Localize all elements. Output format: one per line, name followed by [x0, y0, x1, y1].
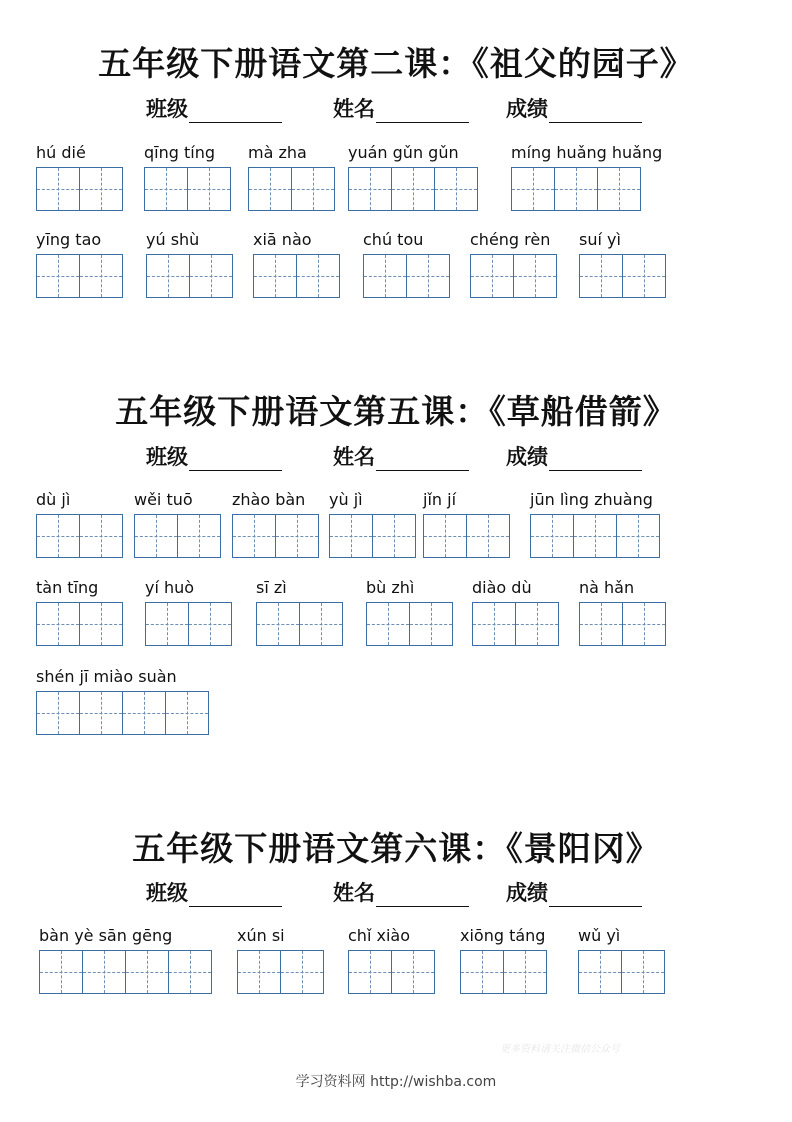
tianzige-box[interactable] — [511, 167, 555, 211]
tianzige-box[interactable] — [125, 950, 169, 994]
info-name-label: 姓名 — [333, 880, 375, 905]
tianzige-box[interactable] — [36, 691, 80, 735]
vocab-item — [253, 230, 340, 298]
tianzige-box[interactable] — [36, 514, 80, 558]
tianzige-box[interactable] — [578, 950, 622, 994]
writing-grid — [578, 950, 665, 994]
info-name-blank[interactable] — [376, 884, 469, 907]
lesson-title: 五年级下册语文第二课：《祖父的园子》 — [98, 44, 694, 83]
pinyin-label: hú dié — [36, 143, 86, 162]
vocab-item — [366, 578, 453, 646]
vocab-item — [348, 926, 435, 994]
tianzige-box[interactable] — [82, 950, 126, 994]
vocab-item — [511, 143, 662, 211]
info-name-label: 姓名 — [333, 96, 375, 121]
vocab-item — [237, 926, 324, 994]
pinyin-label: diào dù — [472, 578, 532, 597]
writing-grid — [511, 167, 662, 211]
vocab-item — [423, 490, 510, 558]
writing-grid — [472, 602, 559, 646]
tianzige-box[interactable] — [530, 514, 574, 558]
writing-grid — [329, 514, 416, 558]
tianzige-box[interactable] — [237, 950, 281, 994]
writing-grid — [36, 254, 123, 298]
tianzige-box[interactable] — [296, 254, 340, 298]
tianzige-box[interactable] — [79, 514, 123, 558]
writing-grid — [366, 602, 453, 646]
pinyin-label: yīng tao — [36, 230, 102, 249]
writing-grid — [146, 254, 233, 298]
tianzige-box[interactable] — [470, 254, 514, 298]
info-score-label: 成绩 — [506, 444, 548, 469]
tianzige-box[interactable] — [168, 950, 212, 994]
writing-grid — [579, 254, 666, 298]
info-score-label: 成绩 — [506, 880, 548, 905]
pinyin-label: zhào bàn — [232, 490, 306, 509]
pinyin-label: qīng tíng — [144, 143, 215, 162]
tianzige-box[interactable] — [79, 167, 123, 211]
tianzige-box[interactable] — [146, 254, 190, 298]
writing-grid — [348, 950, 435, 994]
vocab-item — [329, 490, 416, 558]
writing-grid — [36, 514, 123, 558]
writing-grid — [145, 602, 232, 646]
tianzige-box[interactable] — [466, 514, 510, 558]
tianzige-box[interactable] — [573, 514, 617, 558]
vocab-item — [256, 578, 343, 646]
info-class — [146, 93, 282, 123]
tianzige-box[interactable] — [122, 691, 166, 735]
watermark: 更多资料请关注微信公众号 — [500, 1044, 620, 1055]
vocab-item — [39, 926, 212, 994]
tianzige-box[interactable] — [348, 950, 392, 994]
info-score-label: 成绩 — [506, 96, 548, 121]
tianzige-box[interactable] — [79, 691, 123, 735]
pinyin-label: yú shù — [146, 230, 200, 249]
tianzige-box[interactable] — [472, 602, 516, 646]
student-info-row — [0, 441, 792, 471]
pinyin-label: chǐ xiào — [348, 926, 410, 945]
tianzige-box[interactable] — [406, 254, 450, 298]
info-class-blank[interactable] — [189, 100, 282, 123]
tianzige-box[interactable] — [434, 167, 478, 211]
tianzige-box[interactable] — [232, 514, 276, 558]
tianzige-box[interactable] — [299, 602, 343, 646]
info-class-blank[interactable] — [189, 884, 282, 907]
writing-grid — [144, 167, 231, 211]
tianzige-box[interactable] — [253, 254, 297, 298]
pinyin-label: bù zhì — [366, 578, 415, 597]
writing-grid — [423, 514, 510, 558]
pinyin-label: shén jī miào suàn — [36, 667, 177, 686]
tianzige-box[interactable] — [391, 950, 435, 994]
info-name-blank[interactable] — [376, 448, 469, 471]
student-info-row — [0, 877, 792, 907]
tianzige-box[interactable] — [621, 950, 665, 994]
pinyin-label: mà zha — [248, 143, 307, 162]
tianzige-box[interactable] — [329, 514, 373, 558]
info-class — [146, 441, 282, 471]
tianzige-box[interactable] — [39, 950, 83, 994]
writing-grid — [348, 167, 478, 211]
tianzige-box[interactable] — [291, 167, 335, 211]
vocab-item — [144, 143, 231, 211]
tianzige-box[interactable] — [134, 514, 178, 558]
tianzige-box[interactable] — [622, 254, 666, 298]
lesson-title: 五年级下册语文第六课：《景阳冈》 — [132, 829, 660, 868]
vocab-item — [579, 578, 666, 646]
tianzige-box[interactable] — [363, 254, 407, 298]
pinyin-label: jūn lìng zhuàng — [530, 490, 653, 509]
pinyin-label: yuán gǔn gǔn — [348, 143, 459, 162]
vocab-item — [36, 490, 123, 558]
vocab-item — [36, 667, 209, 735]
info-name — [333, 93, 469, 123]
pinyin-label: xiā nào — [253, 230, 312, 249]
vocab-item — [579, 230, 666, 298]
writing-grid — [237, 950, 324, 994]
tianzige-box[interactable] — [597, 167, 641, 211]
info-score — [506, 93, 642, 123]
tianzige-box[interactable] — [554, 167, 598, 211]
info-class-label: 班级 — [146, 880, 188, 905]
tianzige-box[interactable] — [579, 602, 623, 646]
vocab-item — [36, 578, 123, 646]
pinyin-label: yí huò — [145, 578, 195, 597]
tianzige-box[interactable] — [616, 514, 660, 558]
tianzige-box[interactable] — [79, 602, 123, 646]
tianzige-box[interactable] — [145, 602, 189, 646]
writing-grid — [253, 254, 340, 298]
tianzige-box[interactable] — [36, 167, 80, 211]
tianzige-box[interactable] — [36, 602, 80, 646]
tianzige-box[interactable] — [188, 602, 232, 646]
tianzige-box[interactable] — [513, 254, 557, 298]
writing-grid — [248, 167, 335, 211]
info-name-blank[interactable] — [376, 100, 469, 123]
tianzige-box[interactable] — [503, 950, 547, 994]
info-name-label: 姓名 — [333, 444, 375, 469]
writing-grid — [530, 514, 660, 558]
tianzige-box[interactable] — [189, 254, 233, 298]
vocab-item — [578, 926, 665, 994]
vocab-item — [146, 230, 233, 298]
writing-grid — [36, 691, 209, 735]
writing-grid — [363, 254, 450, 298]
writing-grid — [460, 950, 547, 994]
vocab-item — [248, 143, 335, 211]
lesson-title: 五年级下册语文第五课：《草船借箭》 — [115, 392, 677, 431]
pinyin-label: míng huǎng huǎng — [511, 143, 663, 162]
vocab-item — [36, 230, 123, 298]
info-score-blank[interactable] — [549, 884, 642, 907]
pinyin-label: sī zì — [256, 578, 287, 597]
tianzige-box[interactable] — [460, 950, 504, 994]
vocab-item — [348, 143, 478, 211]
info-score — [506, 441, 642, 471]
info-name — [333, 441, 469, 471]
writing-grid — [470, 254, 557, 298]
pinyin-label: wěi tuō — [134, 490, 193, 509]
writing-grid — [134, 514, 221, 558]
info-score-blank[interactable] — [549, 448, 642, 471]
tianzige-box[interactable] — [423, 514, 467, 558]
vocab-item — [460, 926, 547, 994]
tianzige-box[interactable] — [622, 602, 666, 646]
vocab-item — [470, 230, 557, 298]
pinyin-label: xiōng táng — [460, 926, 546, 945]
tianzige-box[interactable] — [372, 514, 416, 558]
vocab-item — [363, 230, 450, 298]
vocab-item — [530, 490, 660, 558]
tianzige-box[interactable] — [391, 167, 435, 211]
tianzige-box[interactable] — [515, 602, 559, 646]
info-name — [333, 877, 469, 907]
tianzige-box[interactable] — [165, 691, 209, 735]
info-class-label: 班级 — [146, 444, 188, 469]
footer-text: 学习资料网 http://wishba.com — [295, 1074, 497, 1090]
pinyin-label: jǐn jí — [423, 490, 457, 509]
info-score — [506, 877, 642, 907]
info-class — [146, 877, 282, 907]
tianzige-box[interactable] — [36, 254, 80, 298]
tianzige-box[interactable] — [409, 602, 453, 646]
pinyin-label: xún si — [237, 926, 285, 945]
tianzige-box[interactable] — [256, 602, 300, 646]
tianzige-box[interactable] — [579, 254, 623, 298]
vocab-item — [36, 143, 123, 211]
pinyin-label: yù jì — [329, 490, 363, 509]
vocab-item — [472, 578, 559, 646]
vocab-item — [134, 490, 221, 558]
tianzige-box[interactable] — [275, 514, 319, 558]
pinyin-label: tàn tīng — [36, 578, 99, 597]
pinyin-label: chú tou — [363, 230, 424, 249]
pinyin-label: nà hǎn — [579, 578, 635, 597]
vocab-item — [145, 578, 232, 646]
writing-grid — [39, 950, 212, 994]
info-score-blank[interactable] — [549, 100, 642, 123]
writing-grid — [579, 602, 666, 646]
vocab-item — [232, 490, 319, 558]
writing-grid — [36, 167, 123, 211]
tianzige-box[interactable] — [280, 950, 324, 994]
tianzige-box[interactable] — [187, 167, 231, 211]
info-class-blank[interactable] — [189, 448, 282, 471]
tianzige-box[interactable] — [248, 167, 292, 211]
student-info-row — [0, 93, 792, 123]
tianzige-box[interactable] — [177, 514, 221, 558]
tianzige-box[interactable] — [366, 602, 410, 646]
pinyin-label: bàn yè sān gēng — [39, 926, 173, 945]
pinyin-label: dù jì — [36, 490, 71, 509]
tianzige-box[interactable] — [79, 254, 123, 298]
pinyin-label: chéng rèn — [470, 230, 551, 249]
writing-grid — [256, 602, 343, 646]
pinyin-label: suí yì — [579, 230, 621, 249]
tianzige-box[interactable] — [348, 167, 392, 211]
writing-grid — [232, 514, 319, 558]
pinyin-label: wǔ yì — [578, 926, 621, 945]
tianzige-box[interactable] — [144, 167, 188, 211]
info-class-label: 班级 — [146, 96, 188, 121]
writing-grid — [36, 602, 123, 646]
